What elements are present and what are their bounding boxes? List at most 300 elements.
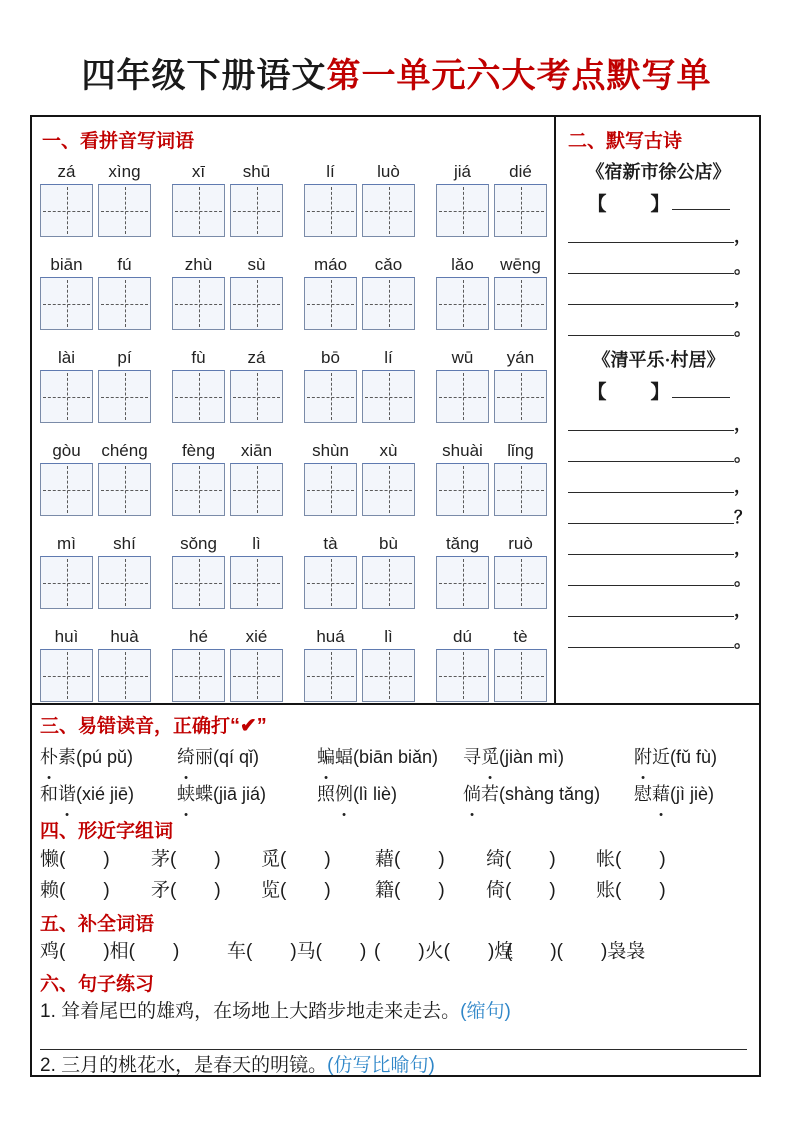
pinyin-label: xù bbox=[379, 441, 398, 460]
misread-word-item bbox=[463, 740, 634, 777]
word-char: 蝶 bbox=[195, 784, 213, 804]
box-horizontal-dash bbox=[43, 490, 90, 491]
pinyin-label: lǐng bbox=[507, 441, 534, 460]
character-writing-box bbox=[40, 370, 93, 423]
character-writing-box bbox=[172, 370, 225, 423]
character-writing-box bbox=[304, 184, 357, 237]
box-horizontal-dash bbox=[233, 676, 280, 677]
poem-blank-line bbox=[568, 467, 749, 498]
pinyin-label: xié bbox=[245, 627, 268, 646]
punctuation-mark: ， bbox=[734, 477, 751, 496]
character-writing-box bbox=[230, 184, 283, 237]
word-char: 蝙 bbox=[317, 747, 335, 767]
punctuation-mark: 。 bbox=[734, 446, 751, 465]
exercise-type-tag: (仿写比喻句) bbox=[327, 1055, 435, 1075]
word-char: 慰 bbox=[634, 784, 652, 804]
word-char: 丽 bbox=[195, 747, 213, 767]
character-writing-box bbox=[362, 370, 415, 423]
author-blank-line bbox=[672, 385, 730, 398]
box-horizontal-dash bbox=[43, 676, 90, 677]
section3-header-text: 三、易错读音，正确打 bbox=[40, 716, 231, 737]
poem-blank-line bbox=[568, 436, 749, 467]
similar-char-item: 赖( ) bbox=[40, 880, 110, 901]
sentence-exercises bbox=[40, 999, 749, 1075]
box-horizontal-dash bbox=[101, 583, 148, 584]
poem-title: 《宿新市徐公店》 bbox=[586, 162, 731, 182]
pinyin-label: hé bbox=[189, 627, 208, 646]
character-writing-box bbox=[362, 277, 415, 330]
misread-word-item bbox=[634, 777, 749, 814]
box-horizontal-dash bbox=[365, 397, 412, 398]
pinyin-cell bbox=[304, 440, 357, 516]
pinyin-label: luò bbox=[377, 162, 400, 181]
character-writing-box bbox=[362, 184, 415, 237]
word-pair bbox=[172, 254, 283, 330]
pinyin-cell bbox=[230, 533, 283, 609]
pinyin-cell bbox=[436, 626, 489, 702]
pinyin-cell bbox=[494, 161, 547, 237]
box-horizontal-dash bbox=[365, 304, 412, 305]
pinyin-row bbox=[40, 533, 554, 609]
similar-char-item: 绮( ) bbox=[486, 849, 556, 870]
page-title bbox=[0, 48, 793, 97]
box-horizontal-dash bbox=[365, 490, 412, 491]
exercise-type-tag: (缩句) bbox=[460, 1001, 511, 1022]
pinyin-label: yán bbox=[506, 348, 535, 367]
pinyin-label: fú bbox=[117, 255, 132, 274]
complete-words-row bbox=[40, 938, 749, 967]
pinyin-label: huà bbox=[110, 627, 139, 646]
pinyin-grid bbox=[40, 161, 554, 702]
pinyin-cell bbox=[362, 161, 415, 237]
pinyin-label: sù bbox=[247, 255, 266, 274]
pinyin-cell bbox=[98, 440, 151, 516]
pinyin-cell bbox=[436, 533, 489, 609]
page-title-red: 第一单元六大考点默写单 bbox=[326, 58, 712, 95]
box-horizontal-dash bbox=[497, 676, 544, 677]
poem-blank-line bbox=[568, 217, 749, 248]
poem-blank-line bbox=[568, 405, 749, 436]
author-bracket: 【 】 bbox=[587, 382, 672, 403]
author-blank-line bbox=[672, 197, 730, 210]
pinyin-row bbox=[40, 440, 554, 516]
punctuation-mark: ， bbox=[734, 289, 751, 308]
complete-word-item: 车( )马( ) bbox=[227, 941, 367, 962]
word-pair bbox=[436, 161, 547, 237]
box-horizontal-dash bbox=[175, 397, 222, 398]
pinyin-label: shū bbox=[242, 162, 271, 181]
author-bracket: 【 】 bbox=[587, 194, 672, 215]
character-writing-box bbox=[98, 184, 151, 237]
box-horizontal-dash bbox=[175, 490, 222, 491]
blank-line bbox=[568, 461, 734, 462]
pinyin-row bbox=[40, 626, 554, 702]
pinyin-cell bbox=[304, 626, 357, 702]
box-horizontal-dash bbox=[497, 583, 544, 584]
pinyin-cell bbox=[494, 626, 547, 702]
punctuation-mark: ， bbox=[734, 601, 751, 620]
similar-char-item: 倚( ) bbox=[486, 880, 556, 901]
pinyin-cell bbox=[494, 440, 547, 516]
pinyin-label: fù bbox=[191, 348, 206, 367]
blank-line bbox=[568, 430, 734, 431]
pinyin-cell bbox=[40, 347, 93, 423]
box-horizontal-dash bbox=[365, 583, 412, 584]
word-char: 藉 bbox=[652, 784, 670, 804]
poem-blank-line bbox=[568, 248, 749, 279]
box-horizontal-dash bbox=[175, 211, 222, 212]
pinyin-label: shùn bbox=[312, 441, 349, 460]
character-writing-box bbox=[98, 556, 151, 609]
pinyin-label: jiá bbox=[453, 162, 471, 181]
pinyin-cell bbox=[40, 161, 93, 237]
misread-words-grid bbox=[40, 740, 749, 814]
similar-char-item: 茅( ) bbox=[151, 849, 221, 870]
box-horizontal-dash bbox=[175, 676, 222, 677]
similar-char-item: 览( ) bbox=[261, 880, 331, 901]
poem-blank-line bbox=[568, 591, 749, 622]
box-horizontal-dash bbox=[175, 583, 222, 584]
character-writing-box bbox=[494, 370, 547, 423]
box-horizontal-dash bbox=[439, 211, 486, 212]
pinyin-options: (fǔ fù) bbox=[670, 747, 718, 767]
word-pair bbox=[172, 161, 283, 237]
character-writing-box bbox=[436, 370, 489, 423]
box-horizontal-dash bbox=[233, 490, 280, 491]
box-horizontal-dash bbox=[101, 211, 148, 212]
pinyin-label: biān bbox=[50, 255, 83, 274]
sentence-text: 2. 三月的桃花水，是春天的明镜。 bbox=[40, 1055, 328, 1075]
pinyin-label: ruò bbox=[508, 534, 533, 553]
word-char: 素 bbox=[58, 747, 76, 767]
box-horizontal-dash bbox=[307, 211, 354, 212]
complete-word-item: 鸡( )相( ) bbox=[40, 941, 180, 962]
box-horizontal-dash bbox=[307, 583, 354, 584]
pinyin-cell bbox=[172, 440, 225, 516]
section2-header: 二、默写古诗 bbox=[568, 131, 683, 152]
punctuation-mark: 。 bbox=[734, 258, 751, 277]
poem-title: 《清平乐·村居》 bbox=[592, 350, 725, 370]
pinyin-label: pí bbox=[117, 348, 132, 367]
pinyin-cell bbox=[436, 440, 489, 516]
pinyin-cell bbox=[304, 254, 357, 330]
character-writing-box bbox=[98, 277, 151, 330]
pinyin-cell bbox=[98, 161, 151, 237]
section5-header: 五、补全词语 bbox=[40, 914, 155, 935]
pinyin-row bbox=[40, 161, 554, 237]
punctuation-mark: ？ bbox=[734, 508, 751, 527]
box-horizontal-dash bbox=[101, 304, 148, 305]
word-char: 倘 bbox=[463, 784, 481, 804]
word-char: 朴 bbox=[40, 747, 58, 767]
box-horizontal-dash bbox=[439, 490, 486, 491]
pinyin-label: dié bbox=[509, 162, 532, 181]
character-writing-box bbox=[362, 463, 415, 516]
character-writing-box bbox=[98, 463, 151, 516]
pinyin-options: (qí qǐ) bbox=[213, 747, 260, 767]
pinyin-options: (biān biǎn) bbox=[353, 747, 439, 767]
pinyin-label: xiān bbox=[240, 441, 273, 460]
word-pair bbox=[304, 533, 415, 609]
pinyin-cell bbox=[230, 440, 283, 516]
poem-author-line bbox=[568, 189, 749, 216]
pinyin-label: huá bbox=[316, 627, 345, 646]
section-poem-dictation bbox=[556, 117, 759, 703]
word-pair bbox=[40, 347, 151, 423]
poems-container bbox=[568, 158, 749, 653]
word-pair bbox=[172, 626, 283, 702]
pinyin-cell bbox=[362, 440, 415, 516]
word-char: 和 bbox=[40, 784, 58, 804]
pinyin-label: tǎng bbox=[445, 534, 480, 553]
word-char: 附 bbox=[634, 747, 652, 767]
punctuation-mark: ， bbox=[734, 415, 751, 434]
character-writing-box bbox=[304, 649, 357, 702]
character-writing-box bbox=[362, 556, 415, 609]
section1-header: 一、看拼音写词语 bbox=[42, 131, 195, 152]
word-pair bbox=[436, 440, 547, 516]
pinyin-label: shí bbox=[113, 534, 136, 553]
similar-char-item: 觅( ) bbox=[261, 849, 331, 870]
blank-line bbox=[568, 304, 734, 305]
pinyin-label: lí bbox=[326, 162, 335, 181]
word-char: 若 bbox=[481, 784, 499, 804]
punctuation-mark: 。 bbox=[734, 570, 751, 589]
character-writing-box bbox=[98, 370, 151, 423]
character-writing-box bbox=[40, 556, 93, 609]
pinyin-cell bbox=[304, 161, 357, 237]
pinyin-label: lì bbox=[384, 627, 393, 646]
box-horizontal-dash bbox=[43, 304, 90, 305]
word-pair bbox=[40, 626, 151, 702]
pinyin-label: lǎo bbox=[451, 255, 474, 274]
pinyin-label: chéng bbox=[101, 441, 148, 460]
punctuation-mark: ， bbox=[734, 227, 751, 246]
blank-line bbox=[568, 585, 734, 586]
sentence-item bbox=[40, 1053, 749, 1075]
box-horizontal-dash bbox=[439, 397, 486, 398]
word-char: 绮 bbox=[177, 747, 195, 767]
pinyin-cell bbox=[230, 626, 283, 702]
section3-header bbox=[40, 711, 749, 738]
misread-word-item bbox=[317, 740, 463, 777]
pinyin-label: tà bbox=[323, 534, 338, 553]
pinyin-cell bbox=[494, 533, 547, 609]
character-writing-box bbox=[230, 277, 283, 330]
word-pair bbox=[304, 161, 415, 237]
pinyin-label: bō bbox=[321, 348, 340, 367]
pinyin-cell bbox=[40, 626, 93, 702]
checkmark-icon: “✔” bbox=[230, 715, 267, 737]
box-horizontal-dash bbox=[307, 397, 354, 398]
pinyin-cell bbox=[494, 254, 547, 330]
box-horizontal-dash bbox=[497, 397, 544, 398]
pinyin-label: huì bbox=[54, 627, 79, 646]
character-writing-box bbox=[494, 184, 547, 237]
blank-line bbox=[568, 335, 734, 336]
word-char: 蛱 bbox=[177, 784, 195, 804]
box-horizontal-dash bbox=[497, 211, 544, 212]
box-horizontal-dash bbox=[307, 490, 354, 491]
word-pair bbox=[304, 440, 415, 516]
blank-line bbox=[568, 523, 734, 524]
sentence-text: 1. 耸着尾巴的雄鸡，在场地上大踏步地走来走去。 bbox=[40, 1001, 461, 1022]
box-horizontal-dash bbox=[497, 490, 544, 491]
character-writing-box bbox=[304, 463, 357, 516]
sentence-item bbox=[40, 999, 749, 1025]
pinyin-options: (shàng tǎng) bbox=[499, 784, 601, 804]
box-horizontal-dash bbox=[439, 583, 486, 584]
box-horizontal-dash bbox=[497, 304, 544, 305]
box-horizontal-dash bbox=[307, 304, 354, 305]
pinyin-cell bbox=[172, 254, 225, 330]
pinyin-cell bbox=[172, 347, 225, 423]
pinyin-label: shuài bbox=[442, 441, 483, 460]
character-writing-box bbox=[98, 649, 151, 702]
word-char: 照 bbox=[317, 784, 335, 804]
word-char: 蝠 bbox=[335, 747, 353, 767]
box-horizontal-dash bbox=[233, 211, 280, 212]
similar-char-item: 账( ) bbox=[596, 880, 666, 901]
punctuation-mark: 。 bbox=[734, 320, 751, 339]
similar-char-item: 帐( ) bbox=[596, 849, 666, 870]
pinyin-cell bbox=[230, 347, 283, 423]
page-title-black: 四年级下册语文 bbox=[81, 58, 327, 95]
character-writing-box bbox=[304, 556, 357, 609]
character-writing-box bbox=[230, 370, 283, 423]
word-pair bbox=[172, 533, 283, 609]
pinyin-label: bù bbox=[379, 534, 398, 553]
pinyin-cell bbox=[172, 533, 225, 609]
pinyin-label: sǒng bbox=[180, 534, 217, 553]
pinyin-cell bbox=[362, 347, 415, 423]
pinyin-cell bbox=[40, 254, 93, 330]
word-char: 寻 bbox=[463, 747, 481, 767]
character-writing-box bbox=[304, 277, 357, 330]
pinyin-label: lí bbox=[384, 348, 393, 367]
box-horizontal-dash bbox=[439, 676, 486, 677]
bottom-area bbox=[32, 705, 759, 1075]
similar-char-item: 藉( ) bbox=[375, 849, 445, 870]
pinyin-label: tè bbox=[513, 627, 528, 646]
pinyin-label: zá bbox=[57, 162, 76, 181]
character-writing-box bbox=[230, 463, 283, 516]
blank-line bbox=[568, 273, 734, 274]
character-writing-box bbox=[40, 184, 93, 237]
character-writing-box bbox=[362, 649, 415, 702]
pinyin-cell bbox=[98, 533, 151, 609]
character-writing-box bbox=[172, 463, 225, 516]
word-pair bbox=[304, 254, 415, 330]
poem bbox=[568, 346, 749, 653]
blank-line bbox=[568, 616, 734, 617]
pinyin-label: dú bbox=[453, 627, 472, 646]
poem bbox=[568, 158, 749, 341]
character-writing-box bbox=[172, 277, 225, 330]
character-writing-box bbox=[230, 556, 283, 609]
character-writing-box bbox=[40, 649, 93, 702]
misread-word-item bbox=[177, 777, 317, 814]
pinyin-options: (pú pǔ) bbox=[76, 747, 134, 767]
word-pair bbox=[172, 347, 283, 423]
word-pair bbox=[172, 440, 283, 516]
box-horizontal-dash bbox=[439, 304, 486, 305]
pinyin-cell bbox=[304, 533, 357, 609]
character-writing-box bbox=[436, 463, 489, 516]
pinyin-cell bbox=[172, 161, 225, 237]
poem-blank-line bbox=[568, 560, 749, 591]
character-writing-box bbox=[436, 184, 489, 237]
box-horizontal-dash bbox=[233, 304, 280, 305]
pinyin-label: gòu bbox=[52, 441, 81, 460]
box-horizontal-dash bbox=[233, 583, 280, 584]
pinyin-cell bbox=[230, 254, 283, 330]
punctuation-mark: ， bbox=[734, 539, 751, 558]
pinyin-options: (jiàn mì) bbox=[499, 747, 565, 767]
character-writing-box bbox=[436, 556, 489, 609]
complete-word-item: ( )火( )煌 bbox=[374, 941, 514, 962]
pinyin-cell bbox=[172, 626, 225, 702]
box-horizontal-dash bbox=[365, 676, 412, 677]
pinyin-cell bbox=[40, 533, 93, 609]
word-pair bbox=[304, 626, 415, 702]
blank-line bbox=[568, 242, 734, 243]
misread-word-item bbox=[634, 740, 749, 777]
answer-blank-line bbox=[40, 1025, 747, 1050]
character-writing-box bbox=[172, 649, 225, 702]
pinyin-label: wēng bbox=[500, 255, 541, 274]
character-writing-box bbox=[40, 277, 93, 330]
section4-header: 四、形近字组词 bbox=[40, 821, 174, 842]
character-writing-box bbox=[230, 649, 283, 702]
pinyin-label: xī bbox=[191, 162, 206, 181]
poem-blank-line bbox=[568, 622, 749, 653]
word-pair bbox=[40, 440, 151, 516]
section6-header: 六、句子练习 bbox=[40, 974, 155, 995]
pinyin-options: (xié jiē) bbox=[76, 784, 135, 804]
pinyin-options: (jiā jiá) bbox=[213, 784, 267, 804]
misread-word-item bbox=[40, 740, 177, 777]
box-horizontal-dash bbox=[101, 676, 148, 677]
word-char: 例 bbox=[335, 784, 353, 804]
similar-char-item: 籍( ) bbox=[375, 880, 445, 901]
misread-word-item bbox=[40, 777, 177, 814]
box-horizontal-dash bbox=[101, 490, 148, 491]
poem-blank-line bbox=[568, 310, 749, 341]
character-writing-box bbox=[494, 463, 547, 516]
word-char: 近 bbox=[652, 747, 670, 767]
box-horizontal-dash bbox=[175, 304, 222, 305]
poem-blank-line bbox=[568, 529, 749, 560]
pinyin-cell bbox=[362, 254, 415, 330]
section-pinyin-words bbox=[32, 117, 556, 703]
box-horizontal-dash bbox=[233, 397, 280, 398]
poem-blank-line bbox=[568, 498, 749, 529]
top-area bbox=[32, 117, 759, 705]
pinyin-label: mì bbox=[57, 534, 76, 553]
character-writing-box bbox=[494, 556, 547, 609]
pinyin-options: (jì jiè) bbox=[670, 784, 714, 804]
word-pair bbox=[436, 347, 547, 423]
pinyin-cell bbox=[494, 347, 547, 423]
pinyin-cell bbox=[98, 347, 151, 423]
worksheet-border-box bbox=[30, 115, 761, 1077]
pinyin-label: xìng bbox=[108, 162, 141, 181]
word-char: 觅 bbox=[481, 747, 499, 767]
box-horizontal-dash bbox=[43, 583, 90, 584]
pinyin-row bbox=[40, 254, 554, 330]
word-pair bbox=[436, 626, 547, 702]
